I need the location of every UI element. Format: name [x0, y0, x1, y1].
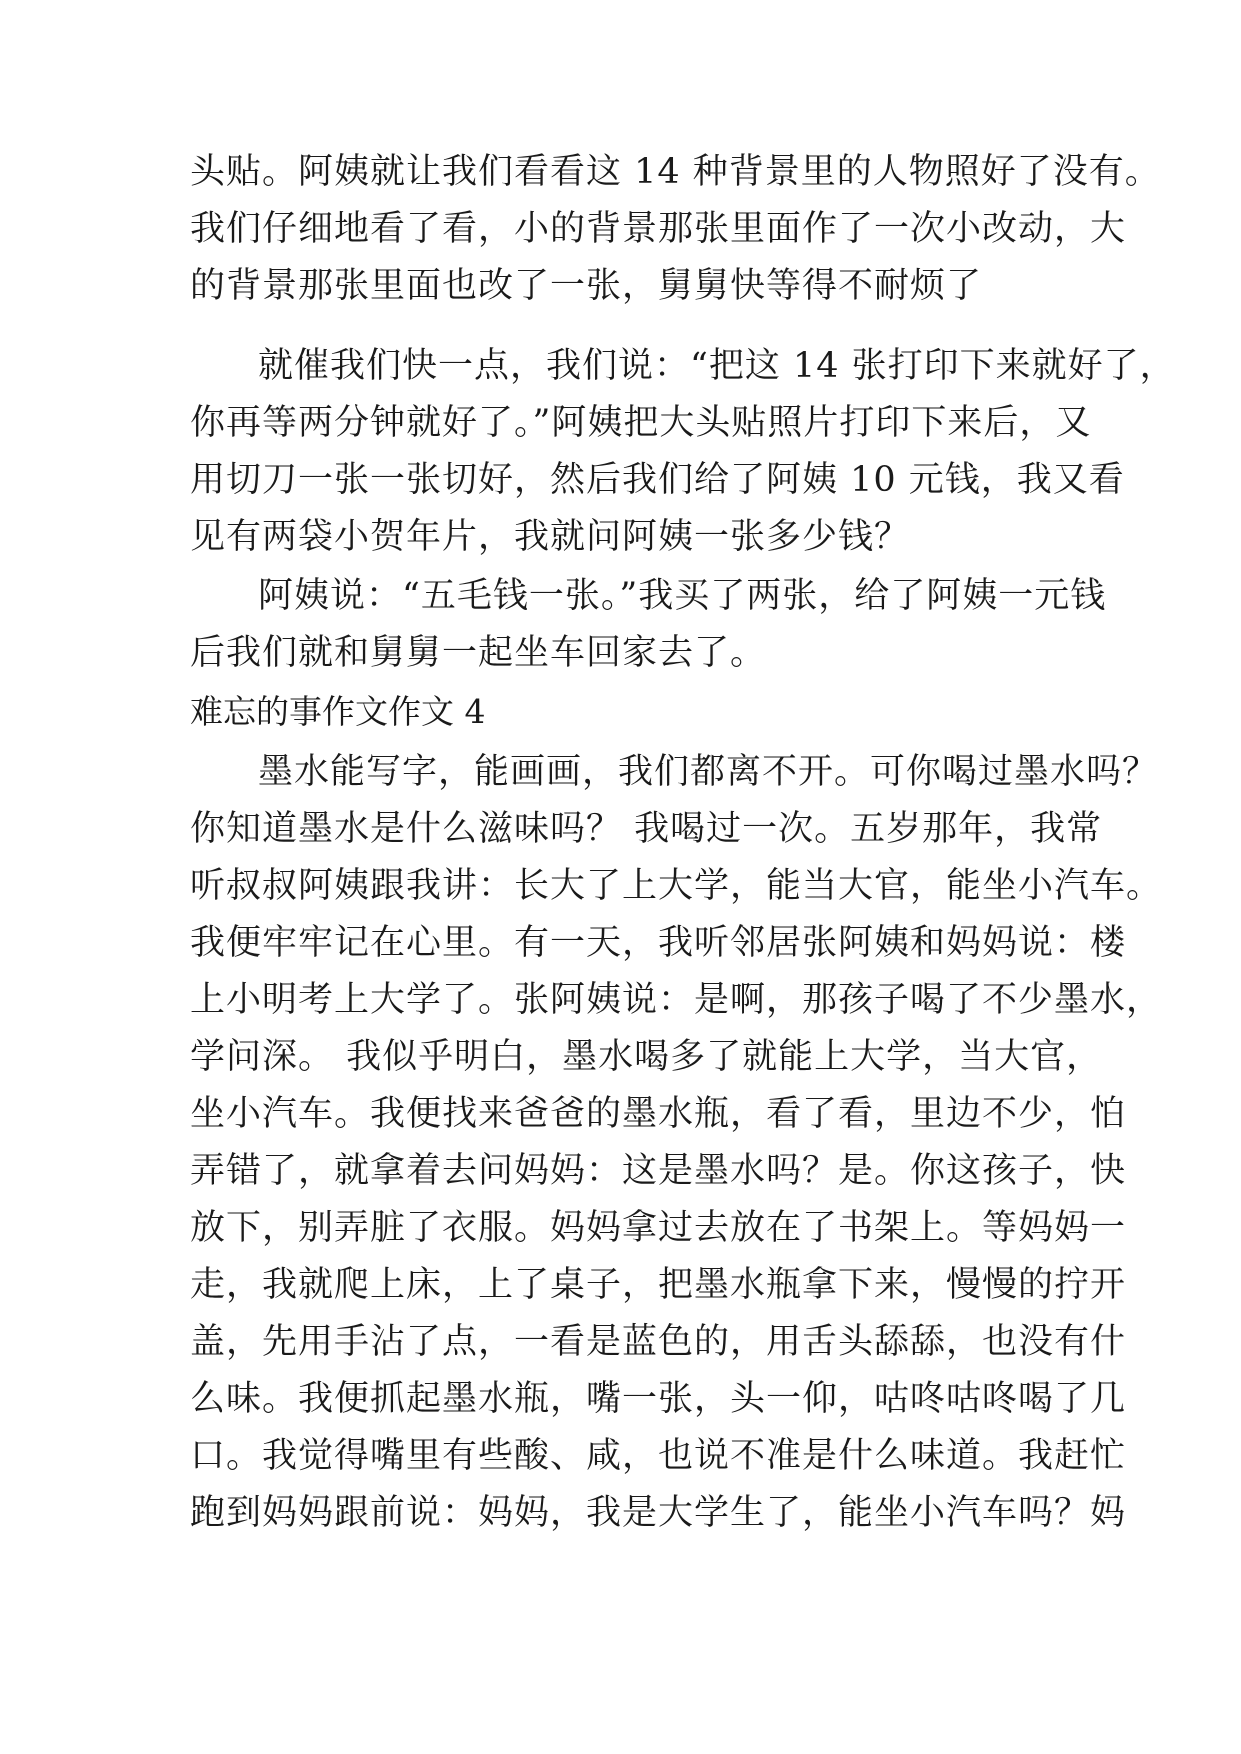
section-heading: 难忘的事作文作文 4 — [190, 692, 486, 731]
text-line: 弄错了，就拿着去问妈妈：这是墨水吗？是。你这孩子，快 — [190, 1151, 1127, 1191]
paragraph-start-line: 墨水能写字，能画画，我们都离不开。可你喝过墨水吗？ — [258, 752, 1159, 792]
text-line: 的背景那张里面也改了一张，舅舅快等得不耐烦了 — [190, 266, 983, 306]
text-line: 我便牢牢记在心里。有一天，我听邻居张阿姨和妈妈说：楼 — [190, 923, 1127, 963]
text-line: 口。我觉得嘴里有些酸、咸，也说不准是什么味道。我赶忙 — [190, 1436, 1127, 1476]
text-line: 放下，别弄脏了衣服。妈妈拿过去放在了书架上。等妈妈一 — [190, 1208, 1127, 1248]
text-line: 学问深。 我似乎明白，墨水喝多了就能上大学，当大官， — [190, 1037, 1103, 1077]
paragraph-start-line: 阿姨说：“五毛钱一张。”我买了两张，给了阿姨一元钱 — [258, 576, 1107, 616]
text-line: 走，我就爬上床，上了桌子，把墨水瓶拿下来，慢慢的拧开 — [190, 1265, 1127, 1305]
text-line: 见有两袋小贺年片，我就问阿姨一张多少钱？ — [190, 517, 911, 557]
text-line: 你知道墨水是什么滋味吗？ 我喝过一次。五岁那年，我常 — [190, 809, 1103, 849]
text-line: 头贴。阿姨就让我们看看这 14 种背景里的人物照好了没有。 — [190, 152, 1161, 192]
text-line: 听叔叔阿姨跟我讲：长大了上大学，能当大官，能坐小汽车。 — [190, 866, 1163, 906]
text-line: 跑到妈妈跟前说：妈妈，我是大学生了，能坐小汽车吗？妈 — [190, 1493, 1127, 1533]
text-line: 么味。我便抓起墨水瓶，嘴一张，头一仰，咕咚咕咚喝了几 — [190, 1379, 1127, 1419]
text-line: 我们仔细地看了看，小的背景那张里面作了一次小改动，大 — [190, 209, 1127, 249]
text-line: 坐小汽车。我便找来爸爸的墨水瓶，看了看，里边不少，怕 — [190, 1094, 1127, 1134]
text-line: 上小明考上大学了。张阿姨说：是啊，那孩子喝了不少墨水， — [190, 980, 1163, 1020]
text-line: 盖，先用手沾了点，一看是蓝色的，用舌头舔舔，也没有什 — [190, 1322, 1127, 1362]
text-line: 你再等两分钟就好了。”阿姨把大头贴照片打印下来后，又 — [190, 403, 1092, 443]
text-line: 后我们就和舅舅一起坐车回家去了。 — [190, 633, 767, 673]
text-line: 用切刀一张一张切好，然后我们给了阿姨 10 元钱，我又看 — [190, 460, 1125, 500]
paragraph-start-line: 就催我们快一点，我们说：“把这 14 张打印下来就好了， — [258, 346, 1176, 386]
